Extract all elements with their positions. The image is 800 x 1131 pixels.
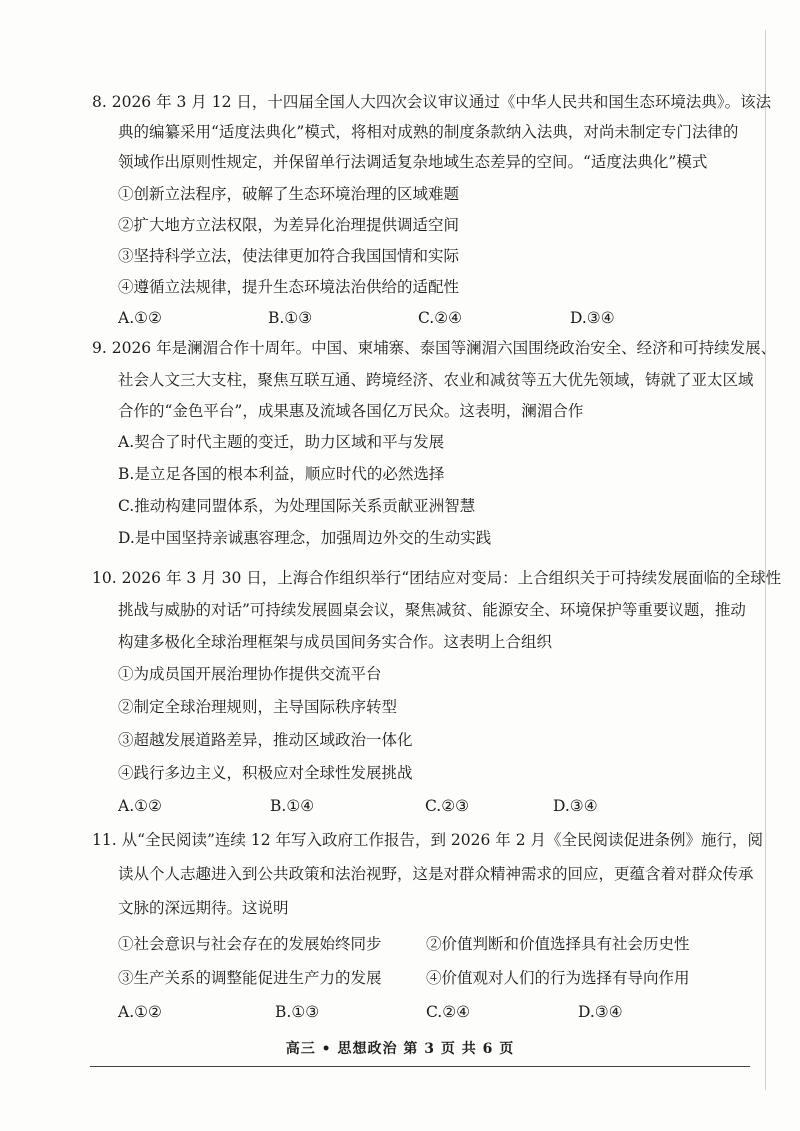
footer-rule [90,1066,750,1067]
q11-line-3: 文脉的深远期待。这说明 [118,899,289,917]
q8-option-a: A.①② [118,309,162,327]
q8-line-1: 8. 2026 年 3 月 12 日，十四届全国人大四次会议审议通过《中华人民共和国生态环境法典》。该法 [92,93,772,111]
q9-option-c: C.推动构建同盟体系，为处理国际关系贡献亚洲智慧 [118,497,476,515]
q11-option-c: C.②④ [426,1003,471,1021]
q8-item-4: ④遵循立法规律，提升生态环境法治供给的适配性 [118,278,460,296]
q9-line-3: 合作的“金色平台”，成果惠及流域各国亿万民众。这表明，澜湄合作 [118,402,584,420]
q11-option-d: D.③④ [578,1003,623,1021]
q10-line-2: 挑战与威胁的对话”可持续发展圆桌会议，聚焦减贫、能源安全、环境保护等重要议题，推动 [118,601,746,619]
page-footer: 高三 • 思想政治 第 3 页 共 6 页 [285,1041,515,1057]
q11-line-2: 读从个人志趣进入到公共政策和法治视野，这是对群众精神需求的回应，更蕴含着对群众传承 [118,865,754,883]
q11-item-1: ①社会意识与社会存在的发展始终同步 [118,935,382,953]
q10-option-d: D.③④ [553,797,598,815]
q9-option-d: D.是中国坚持亲诚惠容理念，加强周边外交的生动实践 [118,529,492,547]
q10-line-3: 构建多极化全球治理框架与成员国间务实合作。这表明上合组织 [118,633,553,651]
q8-option-d: D.③④ [570,309,615,327]
q10-item-1: ①为成员国开展治理协作提供交流平台 [118,665,382,683]
q10-option-c: C.②③ [425,797,470,815]
q10-option-b: B.①④ [270,797,315,815]
q8-item-2: ②扩大地方立法权限，为差异化治理提供调适空间 [118,216,460,234]
q8-line-2: 典的编纂采用“适度法典化”模式，将相对成熟的制度条款纳入法典，对尚未制定专门法律的 [118,123,739,141]
q10-option-a: A.①② [118,797,162,815]
q8-item-1: ①创新立法程序，破解了生态环境治理的区域难题 [118,185,460,203]
q9-line-1: 9. 2026 年是澜湄合作十周年。中国、柬埔寨、泰国等澜湄六国围绕政治安全、经济和可持续发展、 [92,339,777,357]
q8-option-b: B.①③ [268,309,313,327]
q9-option-b: B.是立足各国的根本利益，顺应时代的必然选择 [118,465,445,483]
q11-line-1: 11. 从“全民阅读”连续 12 年写入政府工作报告，到 2026 年 2 月《全民阅读促进条例》施行，阅 [92,831,764,849]
q11-option-a: A.①② [118,1003,162,1021]
q8-item-3: ③坚持科学立法，使法律更加符合我国国情和实际 [118,247,460,265]
q10-item-2: ②制定全球治理规则，主导国际秩序转型 [118,698,398,716]
q10-item-3: ③超越发展道路差异，推动区域政治一体化 [118,731,413,749]
q11-option-b: B.①③ [275,1003,320,1021]
q11-item-3: ③生产关系的调整能促进生产力的发展 [118,969,382,987]
q11-item-4: ④价值观对人们的行为选择有导向作用 [426,969,690,987]
q8-line-3: 领域作出原则性规定，并保留单行法调适复杂地域生态差异的空间。“适度法典化”模式 [118,153,708,171]
q9-line-2: 社会人文三大支柱，聚焦互联互通、跨境经济、农业和减贫等五大优先领域，铸就了亚太区域 [118,371,754,389]
q11-item-2: ②价值判断和价值选择具有社会历史性 [426,935,690,953]
q10-line-1: 10. 2026 年 3 月 30 日，上海合作组织举行“团结应对变局：上合组织关于可持续发展面临的全球性 [92,569,782,587]
q8-option-c: C.②④ [418,309,463,327]
q9-option-a: A.契合了时代主题的变迁，助力区域和平与发展 [118,433,445,451]
q10-item-4: ④践行多边主义，积极应对全球性发展挑战 [118,764,413,782]
scan-edge-line [765,30,766,1090]
